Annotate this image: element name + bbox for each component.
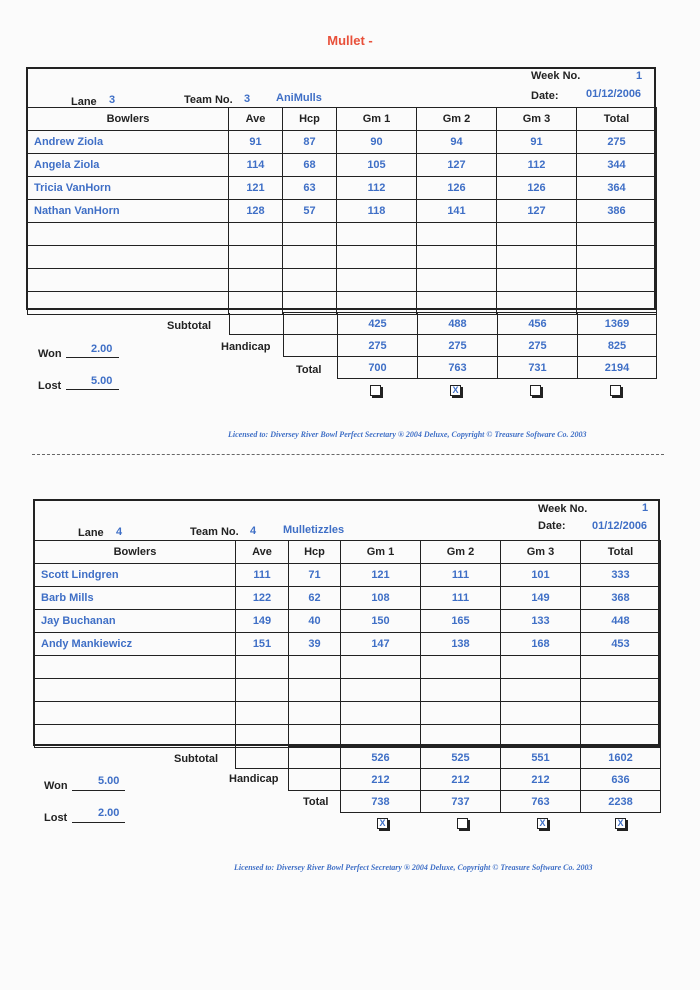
bowler-name: Andy Mankiewicz bbox=[35, 633, 236, 656]
gm1-cell bbox=[341, 702, 421, 725]
total-cell: 448 bbox=[581, 610, 661, 633]
gm3-cell: 126 bbox=[497, 177, 577, 200]
header-row bbox=[28, 108, 657, 131]
col-gm1: Gm 1 bbox=[337, 108, 417, 131]
subtotal-row bbox=[236, 747, 661, 769]
bowler-row bbox=[28, 177, 657, 200]
gm2-cell bbox=[417, 246, 497, 269]
bowler-row bbox=[28, 154, 657, 177]
bowlers-table bbox=[34, 540, 661, 748]
gm3-cell bbox=[501, 656, 581, 679]
hcp-cell: 62 bbox=[289, 587, 341, 610]
bowler-row bbox=[28, 269, 657, 292]
gm1-cell: 147 bbox=[341, 633, 421, 656]
bowler-row bbox=[28, 246, 657, 269]
handicap-gm2: 212 bbox=[421, 769, 501, 791]
total-cell: 344 bbox=[577, 154, 657, 177]
bowler-row bbox=[28, 223, 657, 246]
handicap-gm3: 275 bbox=[498, 335, 578, 357]
gm2-cell bbox=[421, 702, 501, 725]
hcp-cell: 71 bbox=[289, 564, 341, 587]
handicap-gm1: 212 bbox=[341, 769, 421, 791]
col-gm1: Gm 1 bbox=[341, 541, 421, 564]
ave-cell bbox=[236, 656, 289, 679]
license-text: Licensed to: Diversey River Bowl Perfect Secretary ® 2004 Deluxe, Copyright © Treasure Software Co. 2003 bbox=[234, 863, 593, 872]
gm1-cell bbox=[337, 246, 417, 269]
hcp-cell bbox=[289, 656, 341, 679]
checkbox-gm3[interactable] bbox=[530, 385, 541, 396]
gm3-cell: 91 bbox=[497, 131, 577, 154]
gm2-cell: 165 bbox=[421, 610, 501, 633]
handicap-gm2: 275 bbox=[418, 335, 498, 357]
team-no-value: 3 bbox=[244, 93, 251, 105]
ave-cell: 121 bbox=[229, 177, 283, 200]
gm3-cell: 149 bbox=[501, 587, 581, 610]
checkbox-gm2[interactable] bbox=[457, 818, 468, 829]
hcp-cell bbox=[283, 223, 337, 246]
gm1-cell: 105 bbox=[337, 154, 417, 177]
lost-value: 2.00 bbox=[98, 807, 120, 819]
date-label: Date: bbox=[538, 520, 566, 532]
col-bowlers: Bowlers bbox=[28, 108, 229, 131]
team-no-value: 4 bbox=[250, 525, 257, 537]
gm2-cell bbox=[421, 656, 501, 679]
total-gm3: 763 bbox=[501, 791, 581, 813]
totals-table bbox=[235, 746, 661, 813]
total-cell: 333 bbox=[581, 564, 661, 587]
won-value: 2.00 bbox=[91, 343, 113, 355]
col-gm2: Gm 2 bbox=[421, 541, 501, 564]
subtotal-label: Subtotal bbox=[174, 753, 218, 765]
bowler-row bbox=[35, 725, 661, 748]
hcp-cell: 39 bbox=[289, 633, 341, 656]
col-hcp: Hcp bbox=[283, 108, 337, 131]
subtotal-label: Subtotal bbox=[167, 320, 211, 332]
bowler-row bbox=[35, 610, 661, 633]
gm2-cell bbox=[421, 725, 501, 748]
subtotal-total: 1602 bbox=[581, 747, 661, 769]
week-no-value: 1 bbox=[636, 70, 643, 82]
week-no-label: Week No. bbox=[531, 70, 581, 82]
gm3-cell bbox=[501, 702, 581, 725]
gm3-cell bbox=[497, 269, 577, 292]
team-no-label: Team No. bbox=[184, 94, 233, 106]
gm3-cell bbox=[497, 223, 577, 246]
hcp-cell bbox=[289, 702, 341, 725]
col-total: Total bbox=[581, 541, 661, 564]
gm2-cell bbox=[417, 223, 497, 246]
ave-cell: 111 bbox=[236, 564, 289, 587]
col-gm3: Gm 3 bbox=[497, 108, 577, 131]
hcp-cell bbox=[289, 725, 341, 748]
header-row bbox=[35, 541, 661, 564]
ave-cell: 91 bbox=[229, 131, 283, 154]
lane-value: 4 bbox=[116, 526, 123, 538]
handicap-gm3: 212 bbox=[501, 769, 581, 791]
total-gm2: 763 bbox=[418, 357, 498, 379]
date-value: 01/12/2006 bbox=[586, 88, 642, 100]
gm2-cell: 94 bbox=[417, 131, 497, 154]
subtotal-gm2: 488 bbox=[418, 313, 498, 335]
won-label: Won bbox=[44, 780, 68, 792]
gm3-cell bbox=[497, 246, 577, 269]
handicap-row bbox=[236, 769, 661, 791]
page-title: Mullet - bbox=[327, 33, 373, 48]
lost-label: Lost bbox=[38, 380, 62, 392]
bowler-name bbox=[28, 269, 229, 292]
gm2-cell: 111 bbox=[421, 587, 501, 610]
team-name: Mulletizzles bbox=[283, 524, 345, 536]
gm2-cell: 141 bbox=[417, 200, 497, 223]
won-label: Won bbox=[38, 348, 62, 360]
ave-cell bbox=[229, 246, 283, 269]
won-value: 5.00 bbox=[98, 775, 120, 787]
bowlers-table bbox=[27, 107, 657, 315]
date-value: 01/12/2006 bbox=[592, 520, 648, 532]
team-name: AniMulls bbox=[276, 92, 322, 104]
total-cell bbox=[581, 725, 661, 748]
subtotal-gm1: 526 bbox=[341, 747, 421, 769]
cut-line bbox=[32, 454, 664, 455]
lost-value: 5.00 bbox=[91, 375, 113, 387]
gm1-cell bbox=[341, 679, 421, 702]
bowler-name: Andrew Ziola bbox=[28, 131, 229, 154]
ave-cell bbox=[229, 223, 283, 246]
ave-cell bbox=[229, 269, 283, 292]
gm3-cell: 133 bbox=[501, 610, 581, 633]
bowler-row bbox=[28, 131, 657, 154]
subtotal-row bbox=[230, 313, 657, 335]
col-total: Total bbox=[577, 108, 657, 131]
bowler-row bbox=[35, 679, 661, 702]
total-label: Total bbox=[303, 796, 329, 808]
col-gm2: Gm 2 bbox=[417, 108, 497, 131]
total-cell bbox=[577, 269, 657, 292]
bowler-name: Nathan VanHorn bbox=[28, 200, 229, 223]
hcp-cell bbox=[283, 246, 337, 269]
bowler-name bbox=[28, 246, 229, 269]
handicap-row bbox=[230, 335, 657, 357]
total-cell bbox=[581, 702, 661, 725]
gm2-cell: 138 bbox=[421, 633, 501, 656]
gm2-cell bbox=[417, 269, 497, 292]
total-total: 2194 bbox=[578, 357, 657, 379]
gm1-cell: 90 bbox=[337, 131, 417, 154]
checkbox-gm2[interactable]: X bbox=[450, 385, 461, 396]
bowler-row bbox=[35, 587, 661, 610]
ave-cell bbox=[236, 702, 289, 725]
gm1-cell bbox=[341, 656, 421, 679]
total-cell: 386 bbox=[577, 200, 657, 223]
ave-cell: 128 bbox=[229, 200, 283, 223]
total-cell: 275 bbox=[577, 131, 657, 154]
ave-cell: 151 bbox=[236, 633, 289, 656]
checkbox-total[interactable]: X bbox=[615, 818, 626, 829]
total-row bbox=[230, 357, 657, 379]
handicap-total: 825 bbox=[578, 335, 657, 357]
hcp-cell: 68 bbox=[283, 154, 337, 177]
totals-table bbox=[229, 312, 657, 379]
checkbox-gm3[interactable]: X bbox=[537, 818, 548, 829]
gm1-cell: 108 bbox=[341, 587, 421, 610]
bowler-row bbox=[35, 564, 661, 587]
handicap-total: 636 bbox=[581, 769, 661, 791]
bowler-row bbox=[35, 702, 661, 725]
bowler-name bbox=[35, 679, 236, 702]
hcp-cell: 87 bbox=[283, 131, 337, 154]
total-cell: 368 bbox=[581, 587, 661, 610]
col-ave: Ave bbox=[236, 541, 289, 564]
ave-cell bbox=[236, 725, 289, 748]
checkbox-gm1[interactable]: X bbox=[377, 818, 388, 829]
subtotal-total: 1369 bbox=[578, 313, 657, 335]
bowler-name: Jay Buchanan bbox=[35, 610, 236, 633]
bowler-name bbox=[35, 725, 236, 748]
bowler-name: Angela Ziola bbox=[28, 154, 229, 177]
total-cell bbox=[581, 679, 661, 702]
team-no-label: Team No. bbox=[190, 526, 239, 538]
bowler-name bbox=[28, 223, 229, 246]
lane-label: Lane bbox=[78, 527, 104, 539]
bowler-name bbox=[35, 656, 236, 679]
total-cell: 364 bbox=[577, 177, 657, 200]
hcp-cell bbox=[289, 679, 341, 702]
gm3-cell: 168 bbox=[501, 633, 581, 656]
gm1-cell bbox=[337, 223, 417, 246]
gm1-cell: 121 bbox=[341, 564, 421, 587]
total-gm1: 700 bbox=[338, 357, 418, 379]
gm3-cell bbox=[501, 725, 581, 748]
hcp-cell bbox=[283, 269, 337, 292]
total-cell bbox=[577, 223, 657, 246]
hcp-cell: 40 bbox=[289, 610, 341, 633]
bowler-name bbox=[28, 292, 229, 315]
total-label: Total bbox=[296, 364, 322, 376]
gm1-cell: 150 bbox=[341, 610, 421, 633]
subtotal-gm3: 551 bbox=[501, 747, 581, 769]
col-ave: Ave bbox=[229, 108, 283, 131]
lost-label: Lost bbox=[44, 812, 68, 824]
gm1-cell bbox=[341, 725, 421, 748]
gm2-cell bbox=[421, 679, 501, 702]
bowler-name: Barb Mills bbox=[35, 587, 236, 610]
checkbox-total[interactable] bbox=[610, 385, 621, 396]
bowler-name bbox=[35, 702, 236, 725]
total-gm3: 731 bbox=[498, 357, 578, 379]
gm2-cell: 126 bbox=[417, 177, 497, 200]
hcp-cell: 57 bbox=[283, 200, 337, 223]
col-hcp: Hcp bbox=[289, 541, 341, 564]
col-gm3: Gm 3 bbox=[501, 541, 581, 564]
subtotal-gm1: 425 bbox=[338, 313, 418, 335]
total-row bbox=[236, 791, 661, 813]
lane-value: 3 bbox=[109, 94, 116, 106]
bowler-row bbox=[35, 633, 661, 656]
gm3-cell: 112 bbox=[497, 154, 577, 177]
subtotal-gm2: 525 bbox=[421, 747, 501, 769]
handicap-label: Handicap bbox=[221, 341, 271, 353]
ave-cell: 149 bbox=[236, 610, 289, 633]
week-no-value: 1 bbox=[642, 502, 649, 514]
total-cell: 453 bbox=[581, 633, 661, 656]
gm3-cell bbox=[501, 679, 581, 702]
total-gm2: 737 bbox=[421, 791, 501, 813]
subtotal-gm3: 456 bbox=[498, 313, 578, 335]
gm1-cell bbox=[337, 269, 417, 292]
ave-cell: 114 bbox=[229, 154, 283, 177]
license-text: Licensed to: Diversey River Bowl Perfect Secretary ® 2004 Deluxe, Copyright © Treasure Software Co. 2003 bbox=[228, 430, 587, 439]
checkbox-gm1[interactable] bbox=[370, 385, 381, 396]
bowler-name: Scott Lindgren bbox=[35, 564, 236, 587]
gm2-cell: 127 bbox=[417, 154, 497, 177]
handicap-label: Handicap bbox=[229, 773, 279, 785]
gm2-cell: 111 bbox=[421, 564, 501, 587]
gm1-cell: 118 bbox=[337, 200, 417, 223]
bowler-row bbox=[28, 200, 657, 223]
week-no-label: Week No. bbox=[538, 503, 588, 515]
ave-cell: 122 bbox=[236, 587, 289, 610]
bowler-row bbox=[35, 656, 661, 679]
handicap-gm1: 275 bbox=[338, 335, 418, 357]
bowler-name: Tricia VanHorn bbox=[28, 177, 229, 200]
total-gm1: 738 bbox=[341, 791, 421, 813]
ave-cell bbox=[236, 679, 289, 702]
total-cell bbox=[581, 656, 661, 679]
total-total: 2238 bbox=[581, 791, 661, 813]
col-bowlers: Bowlers bbox=[35, 541, 236, 564]
date-label: Date: bbox=[531, 90, 559, 102]
lane-label: Lane bbox=[71, 96, 97, 108]
gm3-cell: 101 bbox=[501, 564, 581, 587]
total-cell bbox=[577, 246, 657, 269]
gm1-cell: 112 bbox=[337, 177, 417, 200]
gm3-cell: 127 bbox=[497, 200, 577, 223]
hcp-cell: 63 bbox=[283, 177, 337, 200]
